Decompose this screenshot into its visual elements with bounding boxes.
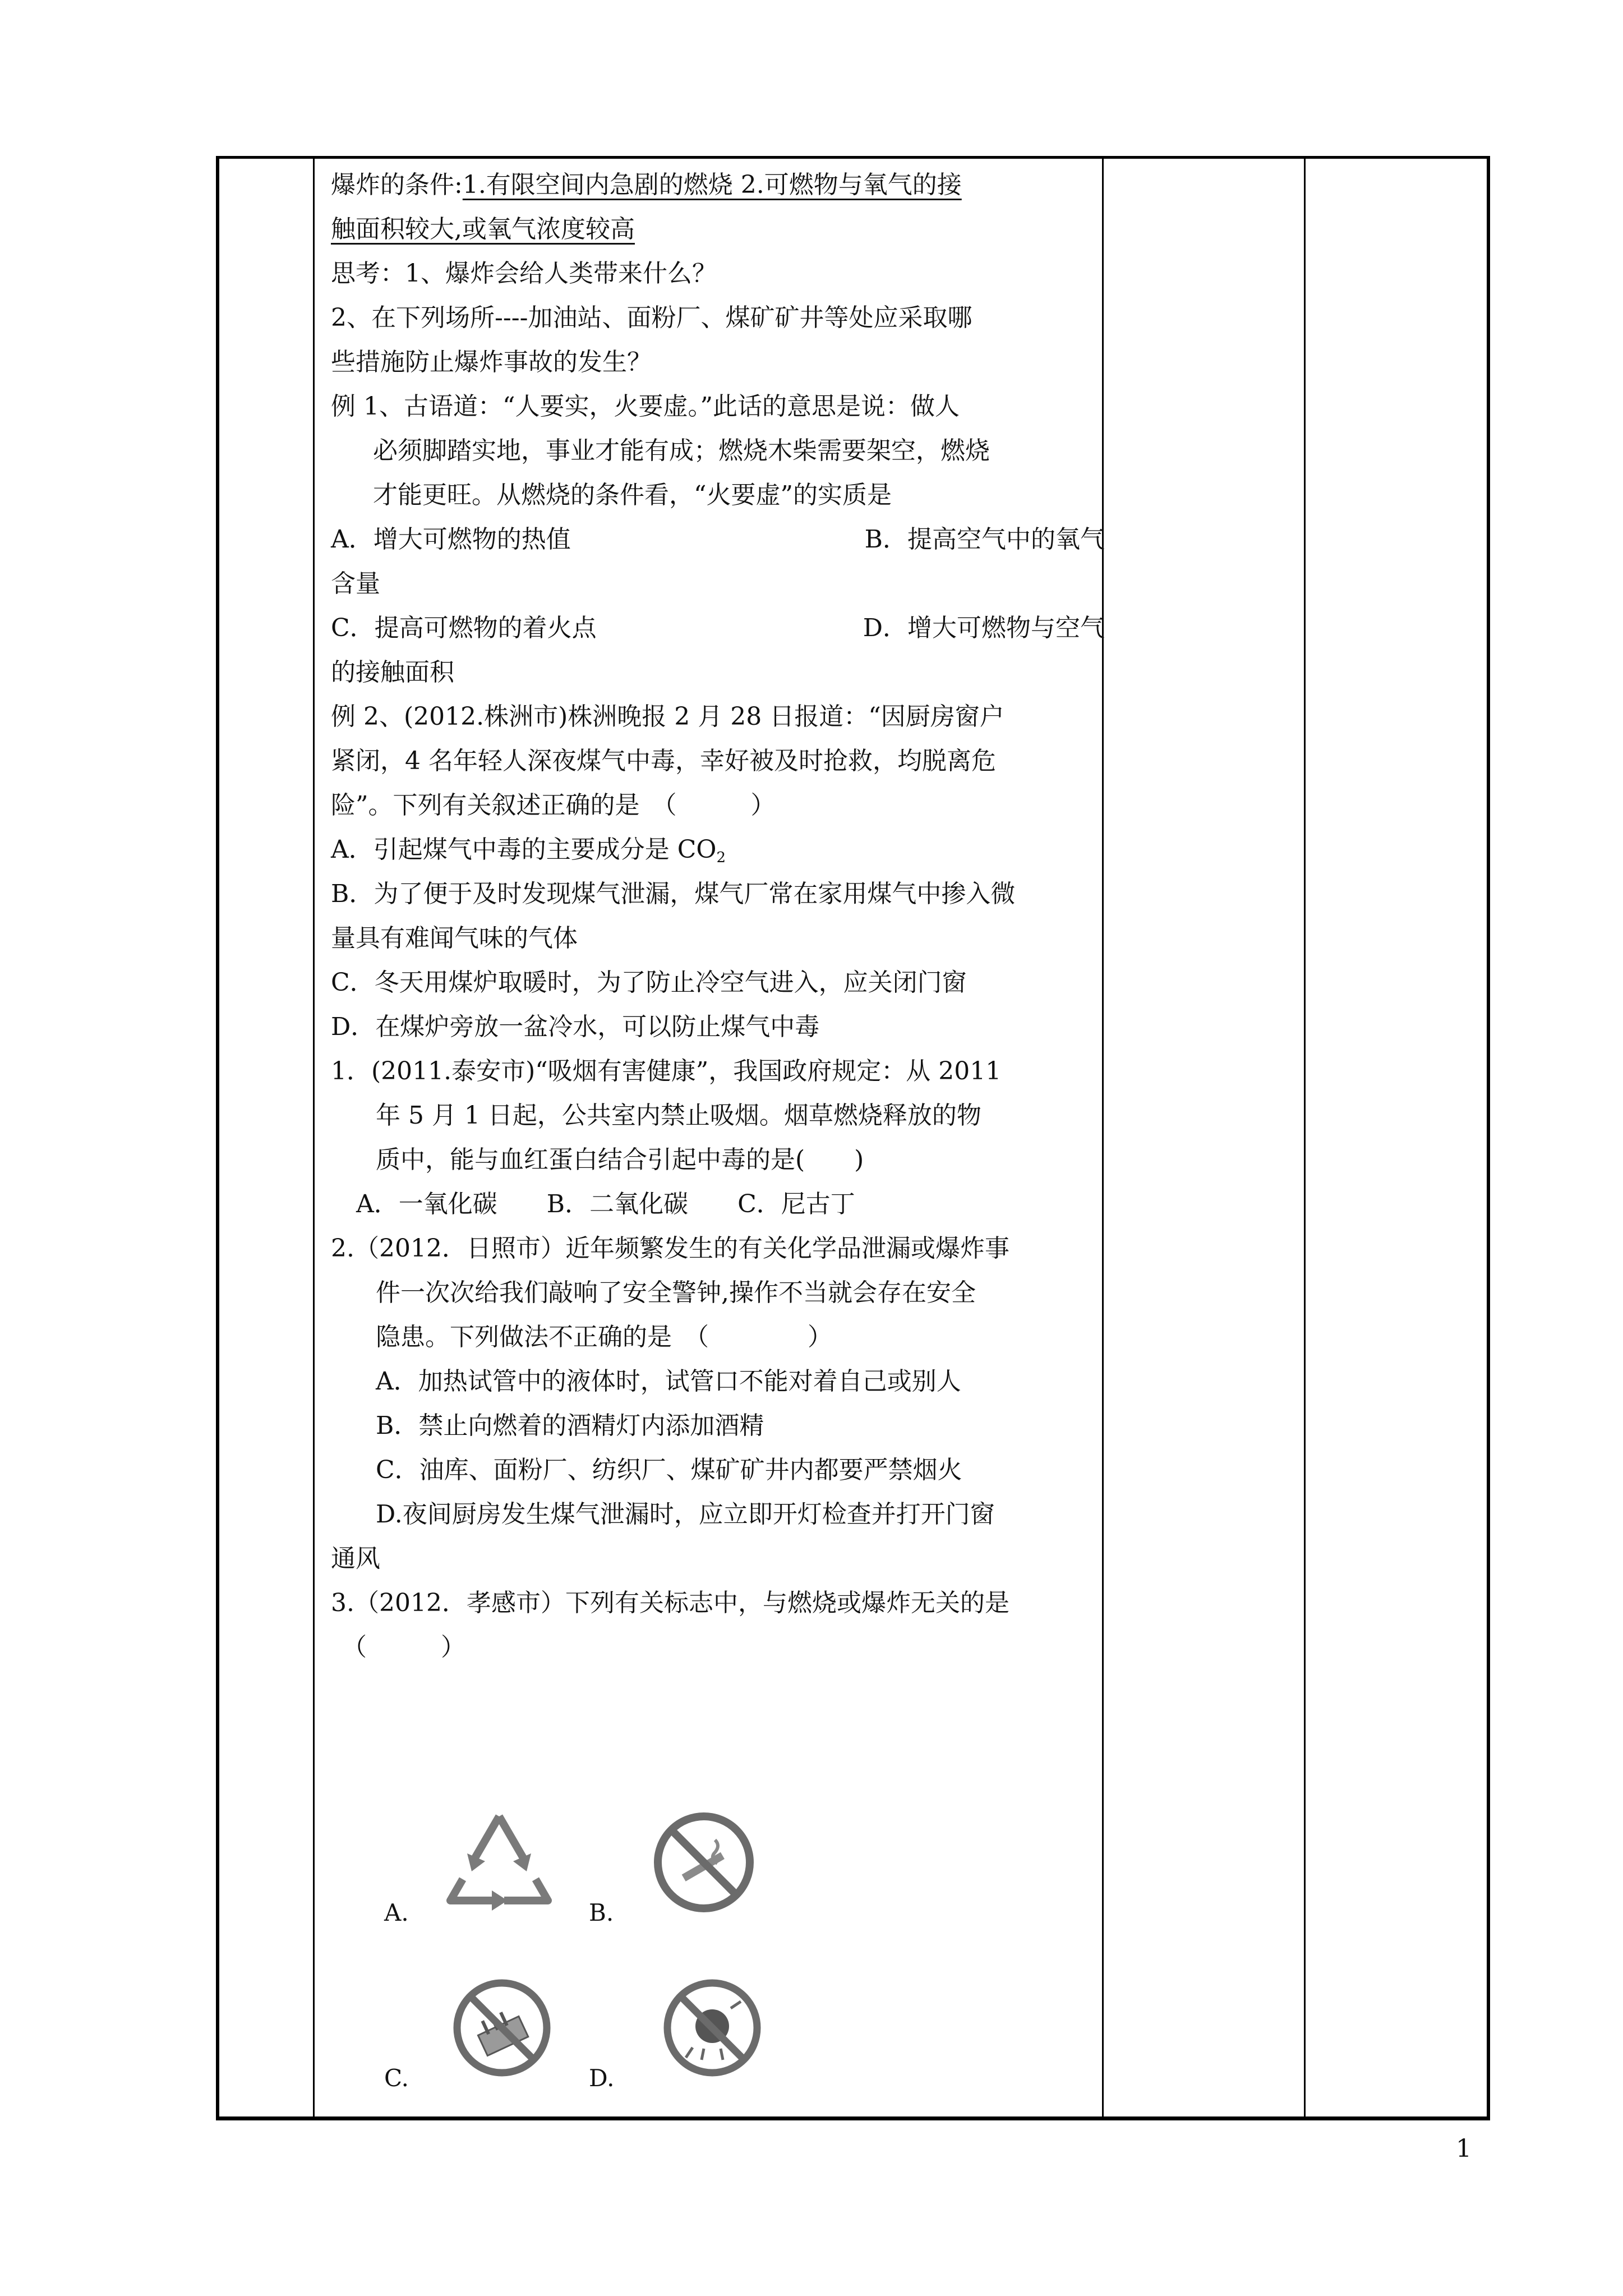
question-1: 1．(2011.泰安市)“吸烟有害健康”，我国政府规定：从 2011 [331,1057,1002,1085]
example-2: 例 2、(2012.株洲市)株洲晚报 2 月 28 日报道：“因厨房窗户 [331,702,1004,731]
option-b-label: B. [589,1899,614,1926]
recycle-icon [440,1806,558,1921]
column-divider [1304,159,1306,2116]
column-divider [313,159,315,2116]
no-smoking-icon [648,1806,760,1921]
option-row: A．增大可燃物的热值 B．提高空气中的氧气 [331,525,1105,554]
option-c-label: C. [384,2064,409,2092]
option-a-label: A. [384,1899,409,1926]
main-content-cell: 爆炸的条件:1.有限空间内急剧的燃烧 2.可燃物与氧气的接 触面积较大,或氧气浓度较高 思考：1、爆炸会给人类带来什么？ 2、在下列场所----加油站、面粉厂、煤矿矿井等处应采取哪 些措施防止爆炸事故的发生？ 例 1、古语道：“人要实，火要虚。”此话的意思是说：做人 必须脚踏实地，事业才能有成；燃烧木柴需要架空，燃烧 才能更旺。从燃烧的条件看，“火要虚”的实质是 A．增大可燃物的热值 B．提高空气中的氧气 含量 C．提高可燃物的着火点 D．增大可燃物与空气 的接触面积 例 2、(2012.株洲市)株洲晚报 2 月 28 日报道：“因厨房窗户 紧闭，4 名年轻人深夜煤气中毒，幸好被及时抢救，均脱离危 险”。下列有关叙述正确的是 （ ） A．引起煤气中毒的主要成分是 $CO_2$ B．为了便于及时发现煤气泄漏，煤气厂常在家用煤气中掺入微 量具有难闻气味的气体 C．冬天用煤炉取暖时，为了防止冷空气进入，应关闭门窗 D．在煤炉旁放一盆冷水，可以防止煤气中毒 1．(2011.泰安市)“吸烟有害健康”，我国政府规定：从 2011 年 5 月 1 日起，公共室内禁止吸烟。烟草燃烧释放的物 质中，能与血红蛋白结合引起中毒的是( ) A．一氧化碳 B．二氧化碳 C．尼古丁 2.（2012．日照市）近年频繁发生的有关化学品泄漏或爆炸事 件一次次给我们敲响了安全警钟,操作不当就会存在安全 隐患。下列做法不正确的是 （ ） A．加热试管中的液体时，试管口不能对着自己或别人 B．禁止向燃着的酒精灯内添加酒精 C．油库、面粉厂、纺织厂、煤矿矿井内都要严禁烟火 D.夜间厨房发生煤气泄漏时，应立即开灯检查并打开门窗 通风 3.（2012．孝感市）下列有关标志中，与燃烧或爆炸无关的是 （ ） [331,163,1105,1669]
sign-options [331,1806,1105,2120]
question-3: 3.（2012．孝感市）下列有关标志中，与燃烧或爆炸无关的是 [331,1589,1009,1617]
think-question: 思考：1、爆炸会给人类带来什么？ [331,259,717,288]
option-row: C．提高可燃物的着火点 D．增大可燃物与空气 [331,614,1105,642]
example-1: 例 1、古语道：“人要实，火要虚。”此话的意思是说：做人 [331,392,960,421]
no-matches-icon [449,1975,555,2083]
explosion-conditions-line: 爆炸的条件:1.有限空间内急剧的燃烧 2.可燃物与氧气的接 [331,171,962,199]
no-fireworks-icon [659,1975,766,2083]
page-number: 1 [1456,2134,1472,2163]
option-d-label: D. [589,2064,615,2092]
question-2: 2.（2012．日照市）近年频繁发生的有关化学品泄漏或爆炸事 [331,1234,1009,1263]
